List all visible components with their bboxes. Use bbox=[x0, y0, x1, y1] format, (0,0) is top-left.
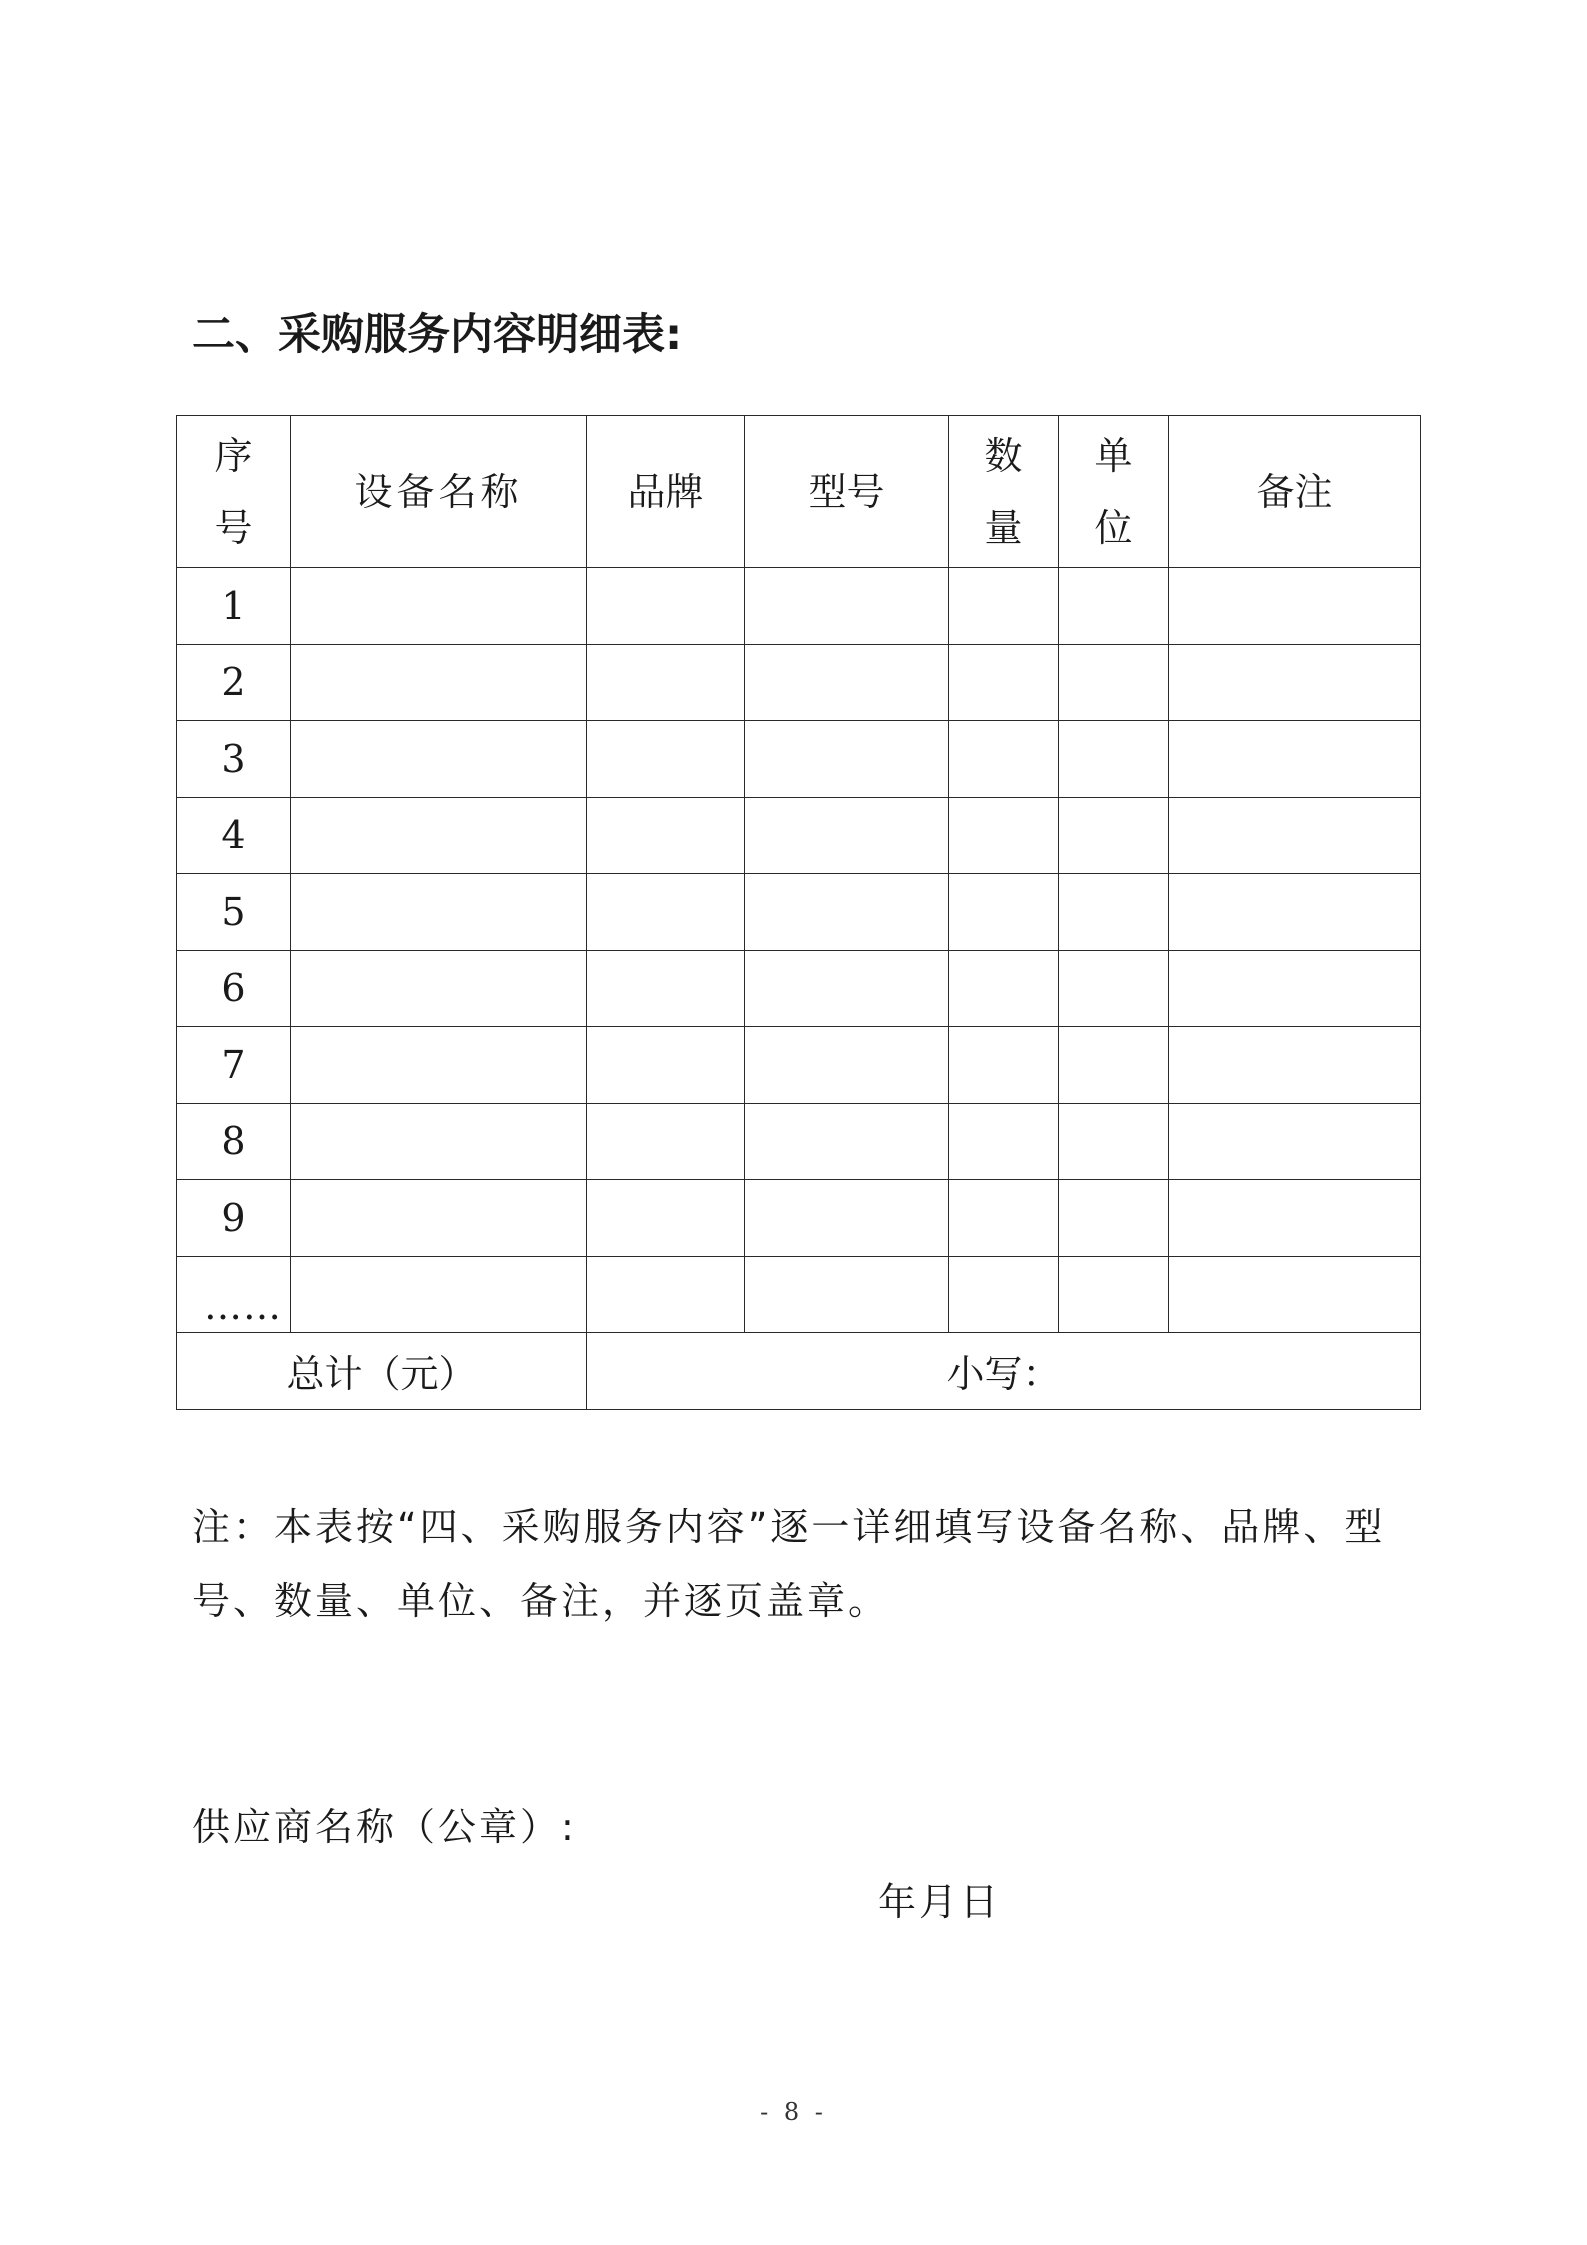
cell-model[interactable] bbox=[745, 1180, 949, 1257]
table-note: 注：本表按“四、采购服务内容”逐一详细填写设备名称、品牌、型号、数量、单位、备注，并逐页盖章。 bbox=[192, 1505, 1386, 1623]
cell-quantity[interactable] bbox=[949, 1103, 1059, 1180]
cell-brand[interactable] bbox=[587, 1180, 745, 1257]
row-seq: 1 bbox=[177, 568, 291, 645]
header-brand: 品牌 bbox=[587, 416, 745, 568]
table-row bbox=[177, 721, 1421, 798]
total-row bbox=[177, 1333, 1421, 1410]
cell-unit[interactable] bbox=[1059, 568, 1169, 645]
table-row bbox=[177, 1103, 1421, 1180]
cell-remarks[interactable] bbox=[1169, 1103, 1421, 1180]
cell-quantity[interactable] bbox=[949, 950, 1059, 1027]
cell-model[interactable] bbox=[745, 644, 949, 721]
cell-unit[interactable] bbox=[1059, 1027, 1169, 1104]
cell-brand[interactable] bbox=[587, 950, 745, 1027]
page-number: - 8 - bbox=[760, 2098, 827, 2126]
row-seq: 4 bbox=[177, 797, 291, 874]
cell-quantity[interactable] bbox=[949, 721, 1059, 798]
cell-model[interactable] bbox=[745, 1103, 949, 1180]
cell-device-name[interactable] bbox=[291, 1256, 587, 1333]
cell-device-name[interactable] bbox=[291, 1027, 587, 1104]
cell-device-name[interactable] bbox=[291, 874, 587, 951]
header-model: 型号 bbox=[745, 416, 949, 568]
row-seq: 7 bbox=[177, 1027, 291, 1104]
cell-device-name[interactable] bbox=[291, 950, 587, 1027]
table-row bbox=[177, 797, 1421, 874]
cell-unit[interactable] bbox=[1059, 721, 1169, 798]
cell-unit[interactable] bbox=[1059, 874, 1169, 951]
cell-device-name[interactable] bbox=[291, 797, 587, 874]
cell-unit[interactable] bbox=[1059, 1180, 1169, 1257]
header-device-name: 设备名称 bbox=[291, 416, 587, 568]
table-row bbox=[177, 1256, 1421, 1333]
cell-device-name[interactable] bbox=[291, 721, 587, 798]
row-seq-ellipsis: …… bbox=[177, 1256, 291, 1333]
cell-remarks[interactable] bbox=[1169, 721, 1421, 798]
cell-device-name[interactable] bbox=[291, 568, 587, 645]
cell-quantity[interactable] bbox=[949, 644, 1059, 721]
cell-remarks[interactable] bbox=[1169, 874, 1421, 951]
cell-model[interactable] bbox=[745, 568, 949, 645]
cell-brand[interactable] bbox=[587, 644, 745, 721]
row-seq: 3 bbox=[177, 721, 291, 798]
supplier-name-label: 供应商名称（公章）: bbox=[192, 1805, 577, 1849]
table-row bbox=[177, 568, 1421, 645]
header-seq: 序号 bbox=[177, 416, 291, 568]
cell-quantity[interactable] bbox=[949, 1027, 1059, 1104]
row-seq: 2 bbox=[177, 644, 291, 721]
total-lowercase-field[interactable] bbox=[587, 1333, 1421, 1410]
cell-quantity[interactable] bbox=[949, 797, 1059, 874]
cell-device-name[interactable] bbox=[291, 644, 587, 721]
date-label: 年月日 bbox=[878, 1880, 1002, 1924]
cell-model[interactable] bbox=[745, 721, 949, 798]
cell-brand[interactable] bbox=[587, 797, 745, 874]
row-seq: 8 bbox=[177, 1103, 291, 1180]
table-row bbox=[177, 644, 1421, 721]
cell-quantity[interactable] bbox=[949, 874, 1059, 951]
cell-quantity[interactable] bbox=[949, 568, 1059, 645]
row-seq: 6 bbox=[177, 950, 291, 1027]
table-row bbox=[177, 874, 1421, 951]
cell-unit[interactable] bbox=[1059, 1103, 1169, 1180]
cell-model[interactable] bbox=[745, 1256, 949, 1333]
cell-remarks[interactable] bbox=[1169, 1027, 1421, 1104]
procurement-detail-table bbox=[176, 415, 1421, 1410]
cell-device-name[interactable] bbox=[291, 1180, 587, 1257]
cell-brand[interactable] bbox=[587, 1256, 745, 1333]
header-quantity: 数量 bbox=[949, 416, 1059, 568]
cell-quantity[interactable] bbox=[949, 1180, 1059, 1257]
cell-brand[interactable] bbox=[587, 874, 745, 951]
table-row bbox=[177, 1027, 1421, 1104]
section-title: 二、采购服务内容明细表: bbox=[192, 310, 683, 360]
cell-brand[interactable] bbox=[587, 1103, 745, 1180]
table-row bbox=[177, 1180, 1421, 1257]
cell-model[interactable] bbox=[745, 874, 949, 951]
cell-remarks[interactable] bbox=[1169, 1180, 1421, 1257]
cell-model[interactable] bbox=[745, 950, 949, 1027]
header-unit: 单位 bbox=[1059, 416, 1169, 568]
cell-brand[interactable] bbox=[587, 1027, 745, 1104]
cell-model[interactable] bbox=[745, 1027, 949, 1104]
cell-remarks[interactable] bbox=[1169, 644, 1421, 721]
cell-remarks[interactable] bbox=[1169, 1256, 1421, 1333]
cell-remarks[interactable] bbox=[1169, 797, 1421, 874]
table-row bbox=[177, 950, 1421, 1027]
cell-model[interactable] bbox=[745, 797, 949, 874]
cell-brand[interactable] bbox=[587, 568, 745, 645]
table-header-row bbox=[177, 416, 1421, 568]
cell-quantity[interactable] bbox=[949, 1256, 1059, 1333]
cell-device-name[interactable] bbox=[291, 1103, 587, 1180]
total-label: 总计（元） bbox=[177, 1333, 587, 1410]
cell-unit[interactable] bbox=[1059, 797, 1169, 874]
row-seq: 9 bbox=[177, 1180, 291, 1257]
cell-unit[interactable] bbox=[1059, 644, 1169, 721]
header-remarks: 备注 bbox=[1169, 416, 1421, 568]
row-seq: 5 bbox=[177, 874, 291, 951]
cell-unit[interactable] bbox=[1059, 950, 1169, 1027]
cell-remarks[interactable] bbox=[1169, 568, 1421, 645]
lowercase-label: 小写： bbox=[946, 1352, 1061, 1397]
cell-remarks[interactable] bbox=[1169, 950, 1421, 1027]
cell-brand[interactable] bbox=[587, 721, 745, 798]
cell-unit[interactable] bbox=[1059, 1256, 1169, 1333]
